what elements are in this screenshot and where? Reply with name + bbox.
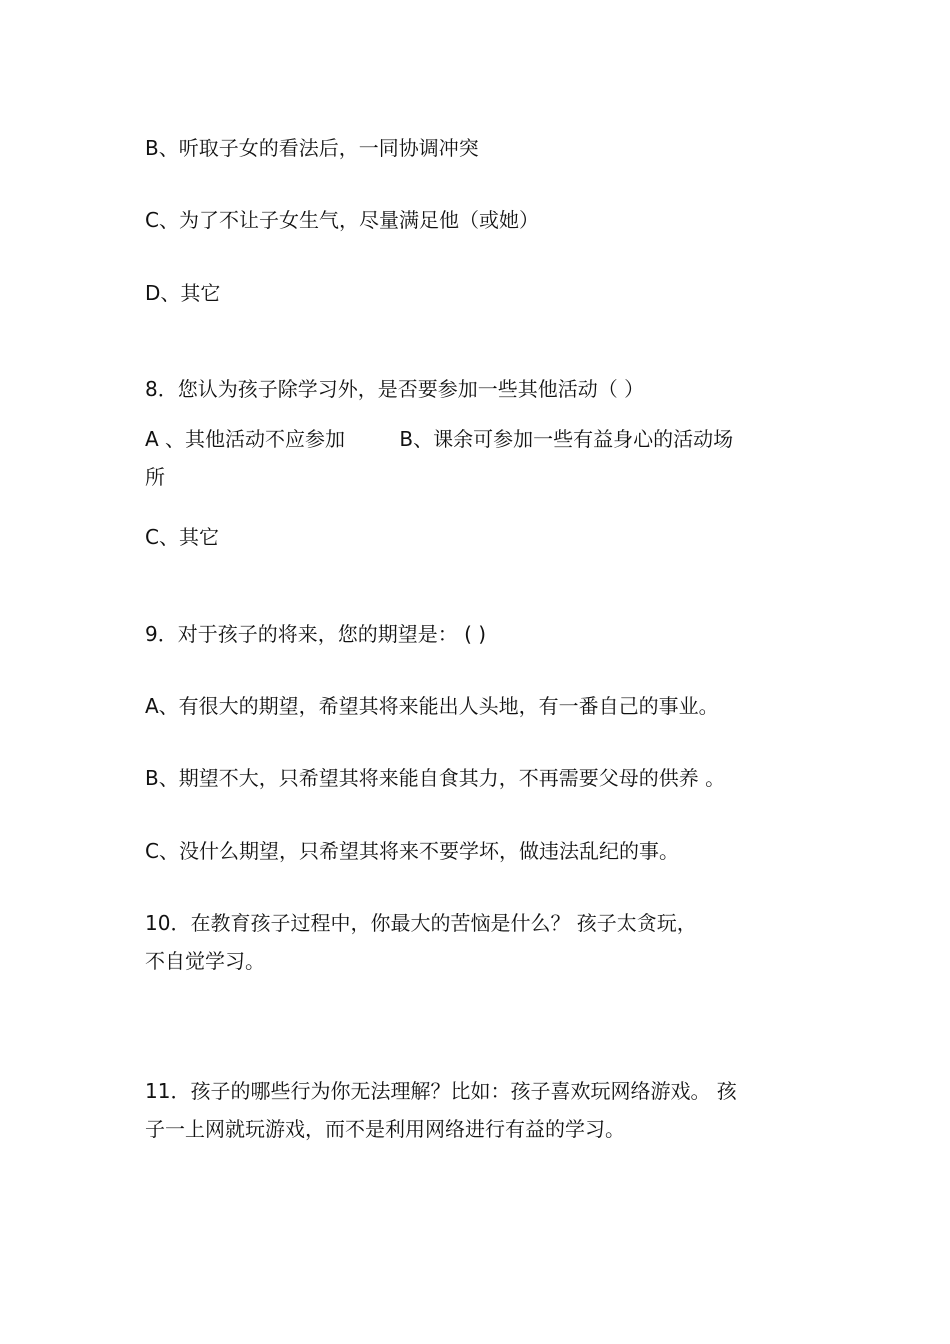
q9-option-c: C、没什么期望，只希望其将来不要学坏，做违法乱纪的事。 xyxy=(145,839,679,863)
q7-option-c: C、为了不让子女生气，尽量满足他（或她） xyxy=(145,208,539,232)
q8-option-c: C、其它 xyxy=(145,525,219,549)
q8-option-a: A 、其他活动不应参加 xyxy=(145,427,346,451)
q8-question: 8．您认为孩子除学习外，是否要参加一些其他活动（ ） xyxy=(145,377,645,401)
q9-question: 9．对于孩子的将来，您的期望是： ( ) xyxy=(145,622,487,646)
q7-option-d: D、其它 xyxy=(145,281,221,305)
q7-option-b: B、听取子女的看法后，一同协调冲突 xyxy=(145,136,479,160)
q9-option-b: B、期望不大，只希望其将来能自食其力，不再需要父母的供养 。 xyxy=(145,766,726,790)
q11-answer-wrap: 子一上网就玩游戏，而不是利用网络进行有益的学习。 xyxy=(145,1117,625,1141)
q10-question: 10．在教育孩子过程中，你最大的苦恼是什么？ 孩子太贪玩， xyxy=(145,911,697,935)
q9-option-a: A、有很大的期望，希望其将来能出人头地，有一番自己的事业。 xyxy=(145,694,719,718)
q8-option-b-wrap: 所 xyxy=(145,465,165,489)
q8-option-b: B、课余可参加一些有益身心的活动场 xyxy=(399,427,734,451)
q8-options-row xyxy=(145,420,815,458)
q11-question: 11．孩子的哪些行为你无法理解？比如：孩子喜欢玩网络游戏。 孩 xyxy=(145,1079,737,1103)
q10-answer-wrap: 不自觉学习。 xyxy=(145,949,265,973)
